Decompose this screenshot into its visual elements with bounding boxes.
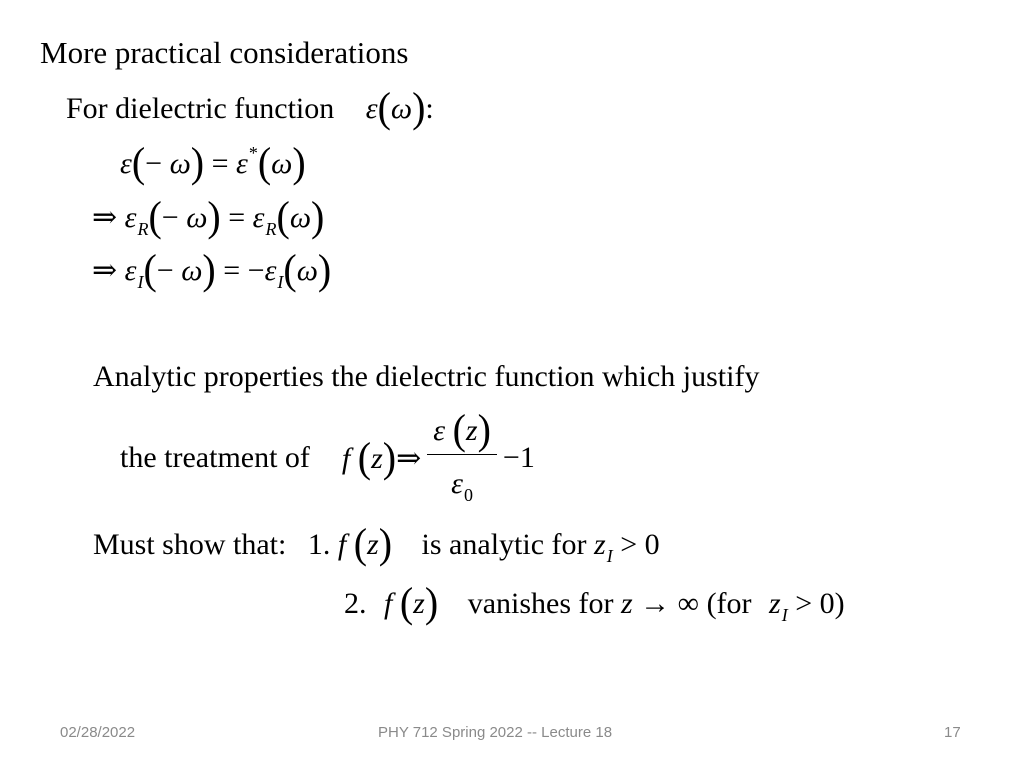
condition-2-inequality: $z_I > 0$) bbox=[769, 587, 845, 625]
dielectric-function-heading bbox=[66, 83, 434, 132]
condition-2-paren: (for bbox=[706, 587, 752, 620]
treatment-label: the treatment of bbox=[120, 441, 310, 474]
dielectric-function-symbol: ε(ω): bbox=[365, 83, 434, 132]
footer-course: PHY 712 Spring 2022 -- Lecture 18 bbox=[378, 724, 613, 741]
equation-conjugate-symmetry: ε(− ω) = ε*(ω) bbox=[120, 138, 306, 187]
must-show-label: Must show that: bbox=[93, 528, 287, 561]
equation-imag-part-odd: ⇒ $\varepsilon_I(- \omega) = -\varepsilon_I(\omega)$ bbox=[92, 245, 332, 294]
analytic-properties-text: Analytic properties the dielectric function which justify bbox=[93, 360, 760, 393]
condition-1-line bbox=[93, 519, 660, 568]
slide-title: More practical considerations bbox=[40, 35, 409, 70]
condition-2-number: 2. bbox=[344, 587, 367, 620]
condition-1-number: 1. bbox=[307, 528, 331, 561]
condition-1-inequality: $z_I > 0$ bbox=[594, 528, 660, 566]
condition-2-f-of-z: f (z) bbox=[384, 578, 439, 627]
condition-2-limit: z → ∞ bbox=[620, 587, 700, 620]
condition-2-line bbox=[344, 578, 845, 627]
condition-1-text: is analytic for bbox=[421, 528, 587, 561]
condition-2-text: vanishes for bbox=[467, 587, 614, 620]
epsilon-ratio-fraction: $\frac{\varepsilon (z)}{\varepsilon_0}$ bbox=[427, 410, 497, 506]
footer-page-number: 17 bbox=[944, 724, 961, 741]
dielectric-function-label: For dielectric function bbox=[66, 92, 335, 125]
minus-one: −1 bbox=[502, 441, 535, 474]
footer-date: 02/28/2022 bbox=[60, 724, 136, 741]
equation-real-part-even: ⇒ $\varepsilon_R(- \omega) = \varepsilon_R(\omega)$ bbox=[92, 192, 325, 241]
treatment-line bbox=[120, 405, 535, 506]
f-of-z-definition: f (z)⇒ bbox=[341, 433, 422, 482]
condition-1-f-of-z: f (z) bbox=[337, 519, 393, 568]
